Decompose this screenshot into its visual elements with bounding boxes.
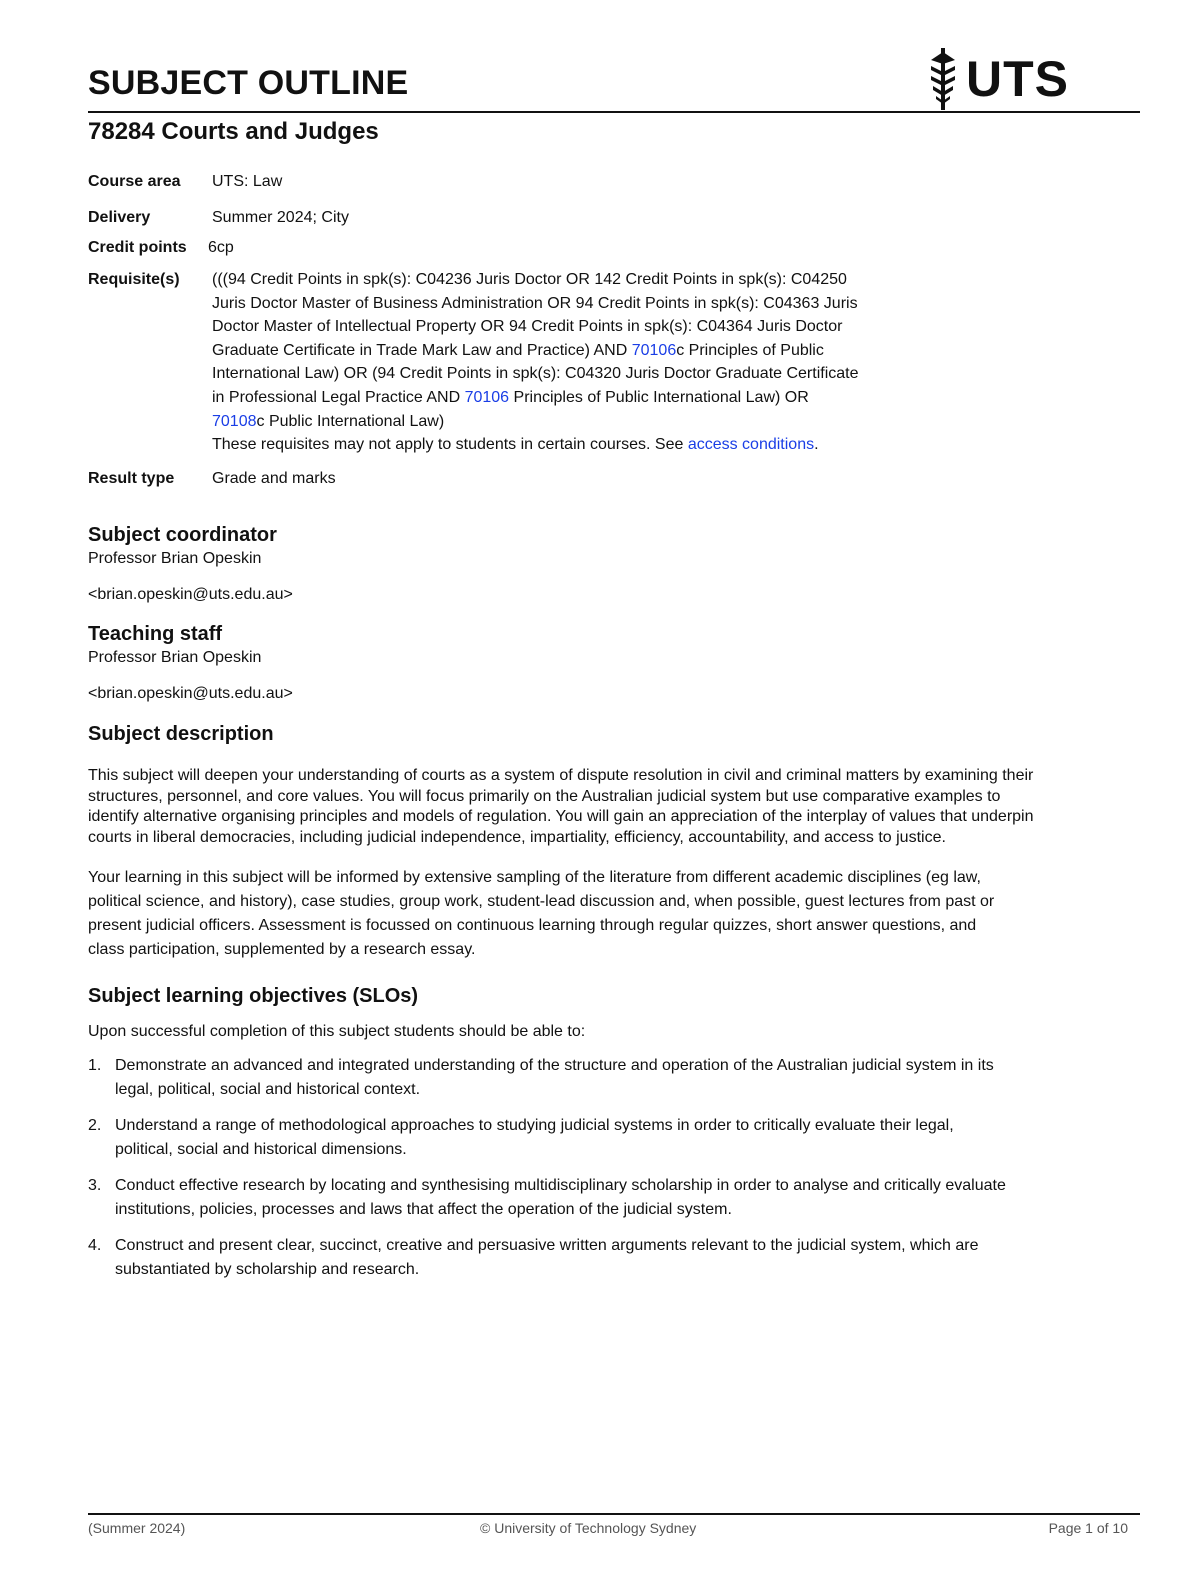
- requisites-line: Juris Doctor Master of Business Administration OR 94 Credit Points in spk(s): C04363 Juris: [212, 294, 858, 312]
- teaching-staff-heading: Teaching staff: [88, 623, 223, 645]
- objective-line: Understand a range of methodological approaches to studying judicial systems in order to critically evaluate their legal,: [115, 1117, 954, 1134]
- requisites-line: [212, 386, 948, 410]
- coordinator-heading: Subject coordinator: [88, 524, 277, 546]
- footer-page-number: Page 1 of 10: [1048, 1520, 1128, 1536]
- objective-text: [115, 1234, 979, 1282]
- description-paragraph-1: [88, 766, 1148, 848]
- objective-text: [115, 1054, 994, 1102]
- requisites-label: Requisite(s): [88, 271, 180, 288]
- objectives-heading: Subject learning objectives (SLOs): [88, 985, 419, 1007]
- teaching-staff-section: [88, 623, 1148, 706]
- teaching-staff-name: Professor Brian Opeskin: [88, 649, 262, 666]
- objective-line: legal, political, social and historical context.: [115, 1081, 421, 1098]
- course-area-value: UTS: Law: [212, 173, 283, 190]
- coordinator-name: Professor Brian Opeskin: [88, 550, 262, 567]
- coordinator-email: <brian.opeskin@uts.edu.au>: [88, 586, 293, 603]
- requisites-text: c Public International Law): [256, 412, 445, 430]
- requisites-line: [212, 410, 948, 434]
- objective-number: 2.: [88, 1117, 102, 1134]
- requisites-line: International Law) OR (94 Credit Points in spk(s): C04320 Juris Doctor Graduate Certificate: [212, 365, 859, 383]
- footer-copyright: © University of Technology Sydney: [480, 1520, 697, 1536]
- requisites-text: c Principles of Public: [676, 341, 824, 359]
- credit-points-label: Credit points: [88, 239, 187, 256]
- description-line: structures, personnel, and core values. You will focus primarily on the Australian judicial system but use comparative examples to: [88, 787, 1001, 805]
- objectives-intro: Upon successful completion of this subject students should be able to:: [88, 1023, 586, 1040]
- requisites-line: Doctor Master of Intellectual Property OR 94 Credit Points in spk(s): C04364 Juris Doctor: [212, 318, 843, 336]
- subject-link-70106[interactable]: 70106: [631, 341, 677, 359]
- description-line: political science, and history), case studies, group work, student-lead discussion and, when possible, guest lectures from past or: [88, 893, 995, 910]
- objective-item: [88, 1054, 1148, 1102]
- objective-number: 4.: [88, 1237, 102, 1254]
- header-rule: [88, 111, 1140, 113]
- teaching-staff-email: <brian.opeskin@uts.edu.au>: [88, 685, 293, 702]
- requisites-line: (((94 Credit Points in spk(s): C04236 Juris Doctor OR 142 Credit Points in spk(s): C04250: [212, 271, 847, 288]
- subject-metadata: [88, 170, 948, 503]
- objective-line: institutions, policies, processes and laws that affect the operation of the judicial system.: [115, 1201, 732, 1218]
- description-line: Your learning in this subject will be informed by extensive sampling of the literature from different academic disciplines (eg law,: [88, 869, 981, 886]
- result-type-row: [88, 467, 948, 491]
- delivery-row: [88, 206, 948, 230]
- objective-line: substantiated by scholarship and research.: [115, 1261, 420, 1278]
- objectives-list: [88, 1054, 1148, 1282]
- credit-points-row: [88, 236, 948, 260]
- access-conditions-link[interactable]: access conditions: [687, 436, 815, 454]
- footer-rule: [88, 1513, 1140, 1515]
- subject-description-section: [88, 723, 1148, 962]
- objective-line: Construct and present clear, succinct, creative and persuasive written arguments relevant to the judicial system, which are: [115, 1237, 979, 1254]
- result-type-label: Result type: [88, 469, 175, 487]
- objective-number: 3.: [88, 1177, 102, 1194]
- requisites-text: Graduate Certificate in Trade Mark Law and Practice) AND: [212, 341, 632, 359]
- subject-link-70108[interactable]: 70108: [212, 412, 257, 430]
- logo-text: UTS: [966, 51, 1069, 107]
- credit-points-value: 6cp: [208, 239, 234, 256]
- uts-crest-icon: [928, 48, 958, 110]
- objective-item: [88, 1234, 1148, 1282]
- objective-number: 1.: [88, 1057, 102, 1074]
- subject-coordinator-section: [88, 524, 1148, 607]
- requisites-line: [212, 339, 948, 363]
- description-line: present judicial officers. Assessment is focussed on continuous learning through regular quizzes, short answer questions, and: [88, 917, 977, 934]
- requisites-value: [212, 268, 948, 457]
- subject-title: 78284 Courts and Judges: [88, 118, 379, 145]
- description-heading: Subject description: [88, 723, 274, 745]
- result-type-value: Grade and marks: [212, 469, 336, 487]
- objective-line: Demonstrate an advanced and integrated understanding of the structure and operation of the Australian judicial system in its: [115, 1057, 994, 1074]
- description-paragraph-2: [88, 866, 1148, 962]
- description-line: class participation, supplemented by a research essay.: [88, 941, 476, 958]
- objective-item: [88, 1174, 1148, 1222]
- delivery-value: Summer 2024; City: [212, 209, 349, 226]
- footer-term: (Summer 2024): [88, 1520, 186, 1536]
- description-line: This subject will deepen your understanding of courts as a system of dispute resolution in civil and criminal matters by examining their: [88, 767, 1034, 784]
- course-area-label: Course area: [88, 173, 181, 190]
- requisites-note-end: .: [814, 436, 819, 454]
- objective-text: [115, 1174, 1006, 1222]
- uts-logo: [928, 48, 1069, 110]
- description-line: identify alternative organising principles and models of regulation. You will gain an appreciation of the interplay of values that underpin: [88, 808, 1034, 825]
- objective-line: Conduct effective research by locating and synthesising multidisciplinary scholarship in order to analyse and critically evaluate: [115, 1177, 1006, 1194]
- requisites-text: Principles of Public International Law) OR: [509, 388, 809, 406]
- requisites-note: [212, 433, 948, 457]
- objective-text: [115, 1114, 954, 1162]
- learning-objectives-section: [88, 985, 1148, 1294]
- requisites-text: in Professional Legal Practice AND: [212, 388, 465, 406]
- objective-line: political, social and historical dimensions.: [115, 1141, 407, 1158]
- document-title: SUBJECT OUTLINE: [88, 64, 409, 102]
- requisites-row: [88, 268, 948, 457]
- objective-item: [88, 1114, 1148, 1162]
- requisites-note-text: These requisites may not apply to students in certain courses. See: [212, 436, 688, 454]
- delivery-label: Delivery: [88, 209, 151, 226]
- description-line: courts in liberal democracies, including judicial independence, impartiality, efficiency, accountability, and access to justice.: [88, 828, 946, 846]
- course-area-row: [88, 170, 948, 194]
- subject-link-70106[interactable]: 70106: [464, 388, 510, 406]
